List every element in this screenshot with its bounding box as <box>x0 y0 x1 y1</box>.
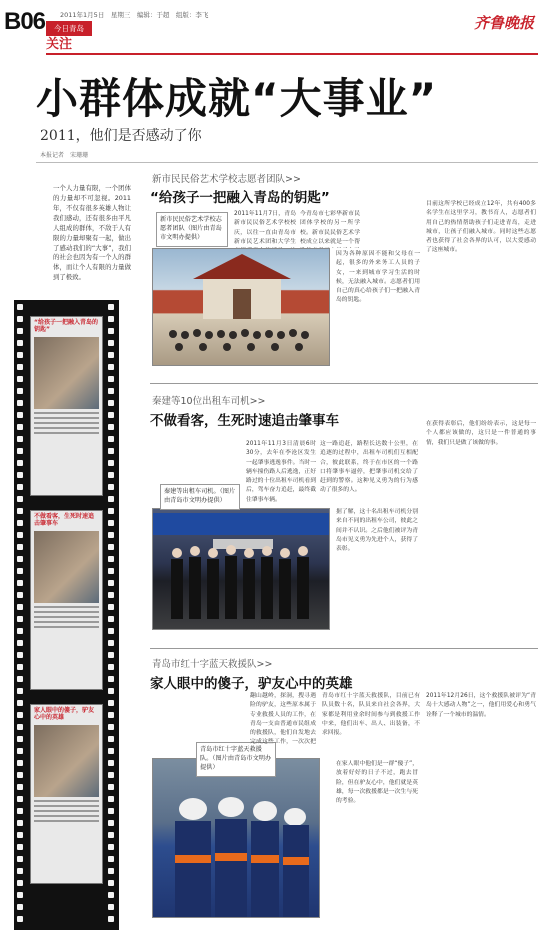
film-frame-text <box>34 606 99 628</box>
section-divider <box>150 648 538 649</box>
sprocket-hole <box>17 892 23 898</box>
film-frame-title: 家人眼中的傻子，驴友心中的英雄 <box>34 707 95 722</box>
sprocket-hole <box>108 688 114 694</box>
sprocket-hole <box>17 868 23 874</box>
sprocket-hole <box>108 808 114 814</box>
page-number: B06 <box>4 8 46 35</box>
sprocket-hole <box>17 880 23 886</box>
sprocket-hole <box>108 340 114 346</box>
story2-title: 不做看客，生死时速追击肇事车 <box>150 413 339 429</box>
sprocket-hole <box>108 760 114 766</box>
sprocket-hole <box>108 856 114 862</box>
sprocket-hole <box>17 568 23 574</box>
story3-column-3: 在家人眼中他们是一群“傻子”，放着好好的日子不过，跑去冒险，但在驴友心中，他们就是英雄，每一次救援都是一次生与死的考验。 <box>336 761 418 805</box>
sprocket-hole <box>17 640 23 646</box>
rescue-team-photo-graphic <box>153 759 320 918</box>
sprocket-hole <box>17 724 23 730</box>
film-frame-text <box>34 800 99 822</box>
story1-column-4: 目前这所学校已经成立12年，共有400多名学生在这里学习，教书育人，志愿者们用自己的热情帮助孩子们走进青岛，走进城市，让孩子们融入城市。同时这些志愿者也获得了社会各界的认可，以大爱感动了这座城市。 <box>426 201 536 254</box>
story3-caption: 青岛市红十字蓝天救援队。（图片由青岛市文明办提供） <box>196 742 276 777</box>
story2-column-4: 在获得表彰后，他们纷纷表示，这是每一个人都应该做的，这只是一件普通的事情，我们只是做了该做的事。 <box>426 421 536 446</box>
sprocket-hole <box>17 388 23 394</box>
divider <box>36 162 538 163</box>
byline: 本报记者 宋珊珊 <box>40 152 89 159</box>
sprocket-hole <box>17 436 23 442</box>
sprocket-hole <box>17 772 23 778</box>
story1-column-3: 因为各种原因不能和父母在一起，很多的外来务工人员的子女，一来到城市学习生活的时候，无法融入城市。志愿者们用自己的真心给孩子们一把融入青岛的钥匙。 <box>336 251 420 304</box>
sprocket-hole <box>17 832 23 838</box>
sprocket-hole <box>108 424 114 430</box>
sprocket-hole <box>108 652 114 658</box>
sprocket-hole <box>17 316 23 322</box>
story3-title: 家人眼中的傻子，驴友心中的英雄 <box>150 676 353 692</box>
sprocket-hole <box>17 592 23 598</box>
sprocket-hole <box>17 496 23 502</box>
story2-column-1: 2011年11月3日清晨6时30分，去年在李沧区发生一起肇事逃逸事件。当时一辆车撞伤路人后逃逸，正好路过的十位出租车司机看到后，驾车奋力追赶，最终截住肇事车辆。 <box>246 441 316 503</box>
film-strip <box>14 300 119 930</box>
film-frame-2 <box>30 510 103 690</box>
film-frame-image <box>34 337 99 408</box>
sprocket-hole <box>108 616 114 622</box>
sprocket-hole <box>17 520 23 526</box>
sprocket-hole <box>108 664 114 670</box>
sprocket-hole <box>17 760 23 766</box>
sprocket-hole <box>108 508 114 514</box>
sprocket-hole <box>17 508 23 514</box>
story2-photo <box>152 508 330 630</box>
sprocket-hole <box>108 412 114 418</box>
story2-kicker: 秦建等10位出租车司机>> <box>152 396 266 407</box>
sprocket-hole <box>108 520 114 526</box>
sprocket-hole <box>17 304 23 310</box>
story2-column-3: 据了解，这十名出租车司机分别来自不同的出租车公司，彼此之间并不认识。之后他们被评为青岛市见义勇为先进个人，获得了表彰。 <box>336 509 418 553</box>
story3-column-2: 青岛市红十字蓝天救援队，目前已有队员数十名，队员来自社会各界，大家都是利用业余时间参与到救援工作中来，他们出车、出人、出装备，不求回报。 <box>322 693 420 737</box>
story3-column-1: 翻山越岭，探洞，搜寻遇险的驴友，这些原本属于专业救援人员的工作，在青岛一支由普通市民组成的救援队，他们自发地去完成这些工作，一次次把 <box>250 693 316 746</box>
sprocket-hole <box>108 448 114 454</box>
sprocket-hole <box>108 556 114 562</box>
sprocket-hole <box>17 364 23 370</box>
sprocket-hole <box>17 616 23 622</box>
film-frame-title: “给孩子一把融入青岛的钥匙” <box>34 319 98 334</box>
sprocket-hole <box>17 556 23 562</box>
story1-photo <box>152 248 330 366</box>
sprocket-hole <box>17 712 23 718</box>
sprocket-hole <box>108 868 114 874</box>
group-photo-graphic <box>153 249 330 366</box>
sprocket-hole <box>108 916 114 922</box>
sprocket-hole <box>108 304 114 310</box>
sprocket-hole <box>108 700 114 706</box>
story1-kicker: 新市民民俗艺术学校志愿者团队>> <box>152 174 301 185</box>
sprocket-hole <box>108 316 114 322</box>
sprocket-hole <box>108 640 114 646</box>
sprocket-hole <box>108 724 114 730</box>
newspaper-logo: 齐鲁晚报 <box>473 14 534 32</box>
sprocket-hole <box>108 328 114 334</box>
sprocket-hole <box>17 808 23 814</box>
sprocket-hole <box>17 796 23 802</box>
sprocket-hole <box>108 364 114 370</box>
film-frame-text <box>34 412 99 434</box>
sprocket-hole <box>17 916 23 922</box>
sprocket-hole <box>17 424 23 430</box>
masthead <box>0 0 550 58</box>
sprocket-holes-right <box>108 304 116 926</box>
sprocket-hole <box>17 400 23 406</box>
sprocket-hole <box>108 376 114 382</box>
sprocket-hole <box>108 712 114 718</box>
sprocket-hole <box>108 748 114 754</box>
sprocket-hole <box>108 592 114 598</box>
sprocket-hole <box>108 460 114 466</box>
topic-label: 关注 <box>46 37 73 52</box>
sprocket-hole <box>17 820 23 826</box>
sprocket-hole <box>17 460 23 466</box>
sprocket-hole <box>108 892 114 898</box>
film-frame-1 <box>30 316 103 496</box>
sprocket-hole <box>108 400 114 406</box>
subhead: 2011，他们是否感动了你 <box>40 128 202 144</box>
sprocket-hole <box>108 628 114 634</box>
sprocket-hole <box>17 376 23 382</box>
sprocket-hole <box>17 340 23 346</box>
section-tab: 今日青岛 <box>46 21 92 36</box>
sprocket-hole <box>17 784 23 790</box>
sprocket-hole <box>108 568 114 574</box>
sprocket-hole <box>17 628 23 634</box>
film-frame-image <box>34 725 99 796</box>
headline: 小群体成就“大事业” <box>36 74 438 123</box>
sprocket-hole <box>108 472 114 478</box>
sprocket-hole <box>108 676 114 682</box>
sprocket-holes-left <box>17 304 25 926</box>
intro-text: 一个人力量有限，一个团体的力量却不可忽视。2011年，不仅有很多英雄人物让我们感动，还有很多由平凡人组成的群体，不敌于人有限的力量却聚有一起，做出了感动我们的“大事”，我们的社会也因为有一个人的群体，而让个人有限的力量做到了极致。 <box>53 184 131 282</box>
sprocket-hole <box>17 532 23 538</box>
sprocket-hole <box>108 496 114 502</box>
story1-column-2: 今青岛市七彩华新市民团体学校的另一所学校。新市民民俗艺术学校成立以来就是一个帮 <box>300 211 360 245</box>
sprocket-hole <box>17 652 23 658</box>
story3-kicker: 青岛市红十字蓝天救援队>> <box>152 659 273 670</box>
sprocket-hole <box>108 904 114 910</box>
sprocket-hole <box>108 436 114 442</box>
sprocket-hole <box>17 328 23 334</box>
section-divider <box>150 383 538 384</box>
sprocket-hole <box>17 484 23 490</box>
sprocket-hole <box>17 472 23 478</box>
film-frame-image <box>34 531 99 602</box>
sprocket-hole <box>108 844 114 850</box>
sprocket-hole <box>17 604 23 610</box>
sprocket-hole <box>17 688 23 694</box>
story2-caption: 秦建等出租车司机。（图片由青岛市文明办提供） <box>160 484 240 510</box>
sprocket-hole <box>108 784 114 790</box>
sprocket-hole <box>17 448 23 454</box>
sprocket-hole <box>108 388 114 394</box>
header-rule <box>46 53 538 55</box>
sprocket-hole <box>108 796 114 802</box>
sprocket-hole <box>17 700 23 706</box>
sprocket-hole <box>17 664 23 670</box>
sprocket-hole <box>108 820 114 826</box>
film-frame-title: 不做看客，生死时速追击肇事车 <box>34 513 95 528</box>
drivers-photo-graphic <box>153 509 330 630</box>
sprocket-hole <box>17 580 23 586</box>
sprocket-hole <box>17 676 23 682</box>
sprocket-hole <box>108 736 114 742</box>
sprocket-hole <box>17 736 23 742</box>
sprocket-hole <box>17 856 23 862</box>
story2-column-2: 这一路追赶，路程长达数十公里，在追逐的过程中，出租车司机们互相配合，彼此联系，终于在市区的一个路口将肇事车逼停，把肇事司机交给了赶到的警察。这种见义勇为的行为感动了很多的人。 <box>320 441 418 494</box>
sprocket-hole <box>108 532 114 538</box>
story3-photo <box>152 758 320 918</box>
story1-title: “给孩子一把融入青岛的钥匙” <box>150 190 330 206</box>
sprocket-hole <box>17 412 23 418</box>
sprocket-hole <box>17 544 23 550</box>
sprocket-hole <box>108 772 114 778</box>
sprocket-hole <box>108 604 114 610</box>
story1-caption: 新市民民俗艺术学校志愿者团队（图片由青岛市文明办提供） <box>156 212 228 247</box>
dateline: 2011年1月5日 星期三 编辑：于超 组版：李飞 <box>60 11 209 19</box>
sprocket-hole <box>17 844 23 850</box>
sprocket-hole <box>108 832 114 838</box>
film-frame-3 <box>30 704 103 884</box>
sprocket-hole <box>108 352 114 358</box>
sprocket-hole <box>17 352 23 358</box>
sprocket-hole <box>17 748 23 754</box>
sprocket-hole <box>108 484 114 490</box>
sprocket-hole <box>17 904 23 910</box>
sprocket-hole <box>108 880 114 886</box>
sprocket-hole <box>108 544 114 550</box>
sprocket-hole <box>108 580 114 586</box>
story3-column-4: 2011年12月26日，这个救援队被评为“青岛十大感动人物”之一，他们用爱心和勇气诠释了一个城市的温情。 <box>426 693 536 718</box>
story1-column-1: 2011年11月7日，青岛新市民民俗艺术学校校庆，以往一直由青岛市新市民艺术团和大学生 <box>234 211 296 245</box>
